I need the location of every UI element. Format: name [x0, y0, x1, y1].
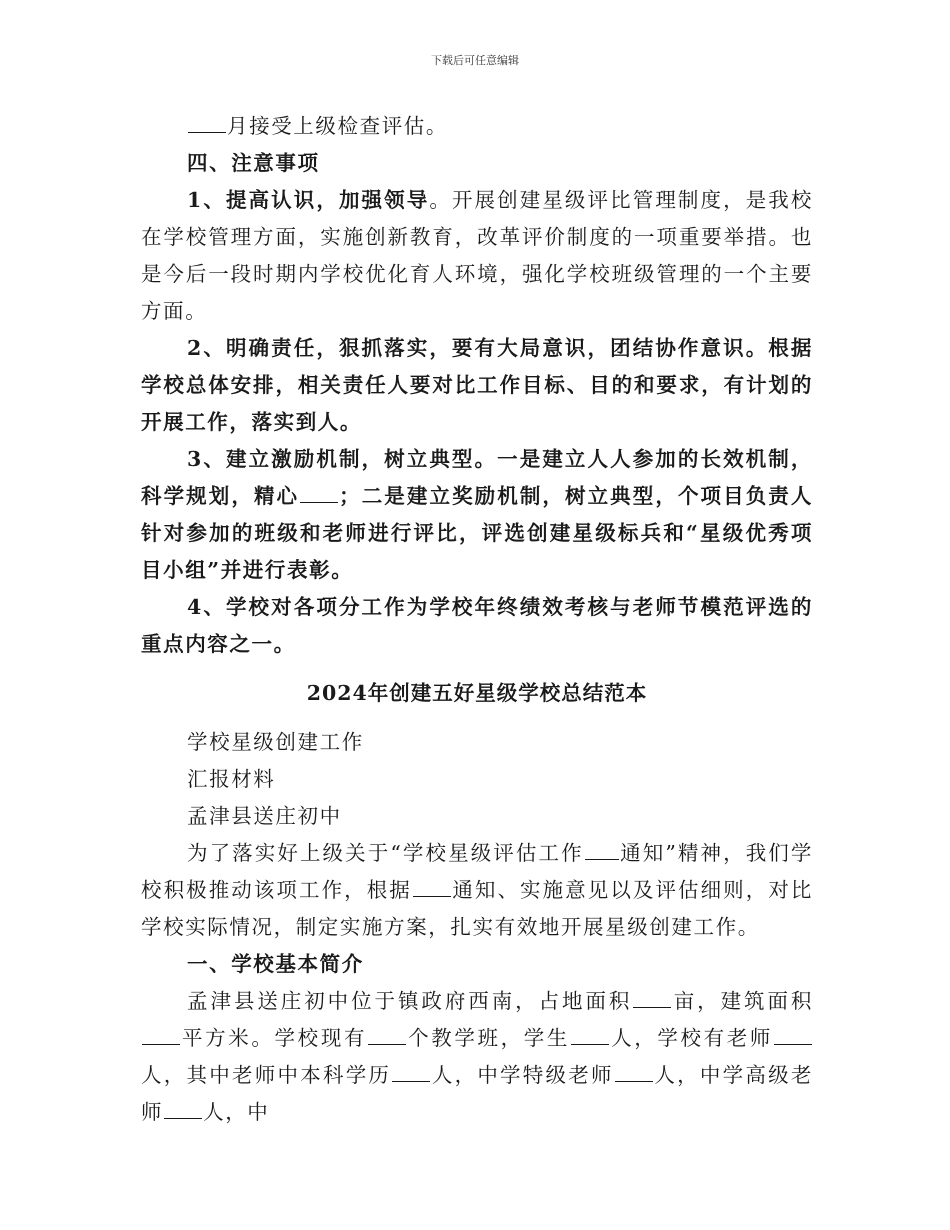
paragraph-text: 人，学校有老师 — [610, 1026, 773, 1050]
paragraph-text: 人，中 — [203, 1100, 270, 1124]
list-item-4: 4、学校对各项分工作为学校年终绩效考核与老师节模范评选的重点内容之一。 — [141, 595, 813, 656]
paragraph-text: 平方米。学校现有 — [181, 1026, 368, 1050]
paragraph-text: 月接受上级检查评估。 — [227, 114, 448, 138]
fill-blank — [633, 987, 671, 1008]
paragraph-purpose — [141, 835, 813, 946]
subtitle-line: 汇报材料 — [187, 767, 276, 791]
paragraph-text: 人，其中老师中本科学历 — [141, 1063, 392, 1087]
paragraph-intro — [141, 108, 813, 145]
paragraph-text: 孟津县送庄初中位于镇政府西南，占地面积 — [187, 989, 633, 1013]
fill-blank — [392, 1061, 430, 1082]
list-item-text: 。一是建立人人参加的长效机制，科学规划，精心 — [141, 447, 813, 508]
document-title: 2024年创建五好星级学校总结范本 — [306, 681, 648, 705]
paragraph-text: 为了落实好上级关于“学校星级评估工作 — [187, 841, 584, 865]
fill-blank — [585, 839, 619, 860]
fill-blank — [413, 876, 451, 897]
list-item-1 — [141, 182, 813, 330]
paragraph-text: 亩，建筑面积 — [672, 989, 813, 1013]
fill-blank — [188, 112, 226, 133]
fill-blank — [774, 1024, 812, 1045]
fill-blank — [571, 1024, 609, 1045]
section-heading-notes: 四、注意事项 — [187, 151, 320, 175]
paragraph-school-info — [141, 983, 813, 1131]
paragraph-text: 人，中学特级老师 — [431, 1063, 614, 1087]
list-item-2: 2、明确责任，狠抓落实，要有大局意识，团结协作意识。根据学校总体安排，相关责任人要对比工作目标、目的和要求，有计划的开展工作，落实到人。 — [141, 336, 813, 434]
fill-blank — [164, 1098, 202, 1119]
list-item-text: 。开展创建星级评比管理制度，是我校在学校管理方面，实施创新教育，改革评价制度的一项重要举措。也是今后一段时期内学校优化育人环境，强化学校班级管理的一个主要方面。 — [141, 188, 813, 323]
fill-blank — [368, 1024, 406, 1045]
paragraph-text: 通知”精神，我们学校积极推动该项工作，根据 — [141, 841, 813, 902]
list-item-lead: 1、提高认识，加强领导 — [187, 188, 430, 212]
paragraph-text: 个教学班，学生 — [407, 1026, 571, 1050]
fill-blank — [300, 482, 338, 503]
fill-blank — [142, 1024, 180, 1045]
paragraph-text: 人，中学高级老师 — [141, 1063, 813, 1124]
list-item-text: ；二是建立奖励机制，树立典型，个项目负责人针对参加的班级和老师进行评比，评选创建星级标兵和“星级优秀项目小组”并进行表彰。 — [141, 484, 813, 582]
fill-blank — [615, 1061, 653, 1082]
page-header: 下载后可任意编辑 — [431, 54, 519, 67]
subtitle-line: 学校星级创建工作 — [187, 730, 364, 754]
list-item-3 — [141, 441, 813, 589]
section-heading-intro: 一、学校基本简介 — [187, 952, 364, 976]
school-name: 孟津县送庄初中 — [187, 804, 342, 828]
list-item-lead: 3、建立激励机制，树立典型 — [187, 447, 475, 471]
document-body — [141, 108, 813, 1131]
paragraph-text: 通知、实施意见以及评估细则，对比学校实际情况，制定实施方案，扎实有效地开展星级创建工作。 — [141, 878, 813, 939]
